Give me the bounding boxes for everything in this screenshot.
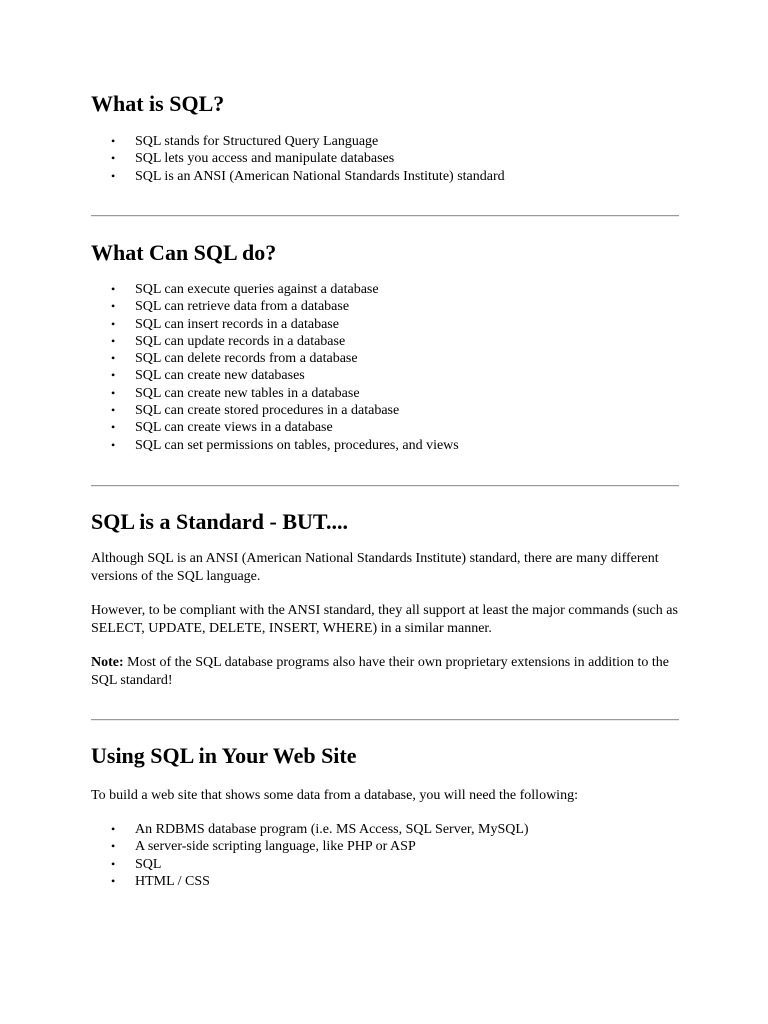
bullet-icon: • (111, 168, 116, 183)
bullet-icon: • (111, 316, 116, 331)
list-item: • SQL can delete records from a database (111, 351, 358, 367)
bullet-icon: • (111, 420, 116, 435)
list-item: • HTML / CSS (111, 873, 210, 889)
horizontal-divider (91, 485, 679, 487)
list-item: • SQL can create new databases (111, 368, 305, 384)
bullet-icon: • (111, 134, 116, 148)
bullet-icon: • (111, 282, 116, 296)
list-item: • SQL can create stored procedures in a database (111, 403, 400, 419)
list-item: • SQL is an ANSI (American National Standards Institute) standard (111, 168, 505, 184)
bullet-icon: • (111, 839, 116, 854)
list-item: • An RDBMS database program (i.e. MS Access, SQL Server, MySQL) (111, 822, 529, 837)
list-item: • SQL can create new tables in a database (111, 385, 360, 401)
list-item: • SQL (111, 856, 162, 872)
paragraph-ansi-compliance: However, to be compliant with the ANSI standard, they all support at least the major commands (such as SELECT, UPDATE, DELETE, INSERT, WHERE) in a similar manner. (91, 603, 678, 636)
list-item: • SQL can update records in a database (111, 333, 346, 349)
section-sql-standard (91, 509, 679, 690)
bullet-icon: • (111, 822, 116, 836)
bullet-icon: • (111, 385, 116, 400)
list-item: • SQL can set permissions on tables, procedures, and views (111, 437, 459, 453)
heading-what-is-sql: What is SQL? (91, 91, 225, 116)
list-item: • SQL can execute queries against a database (111, 282, 379, 297)
heading-sql-standard: SQL is a Standard - BUT.... (91, 509, 348, 534)
list-what-can-sql-do (91, 281, 679, 454)
list-item: • SQL stands for Structured Query Language (111, 134, 379, 149)
list-item: • SQL lets you access and manipulate databases (111, 151, 395, 167)
list-item: • SQL can retrieve data from a database (111, 299, 350, 315)
list-what-is-sql (91, 133, 679, 185)
bullet-icon: • (111, 351, 116, 366)
paragraph-intro: To build a web site that shows some data from a database, you will need the following: (91, 788, 578, 803)
horizontal-divider (91, 215, 679, 217)
paragraph-ansi-versions: Although SQL is an ANSI (American National Standards Institute) standard, there are many different versions of the SQL language. (91, 551, 659, 584)
list-item: • A server-side scripting language, like PHP or ASP (111, 839, 416, 855)
horizontal-divider (91, 719, 679, 721)
bullet-icon: • (111, 856, 116, 871)
bullet-icon: • (111, 437, 116, 452)
note-label: Note: (91, 655, 124, 670)
section-using-sql-web-site (91, 743, 679, 890)
heading-what-can-sql-do: What Can SQL do? (91, 240, 277, 265)
note-text: Most of the SQL database programs also have their own proprietary extensions in addition to the SQL standard! (91, 655, 670, 688)
bullet-icon: • (111, 403, 116, 418)
list-item: • SQL can insert records in a database (111, 316, 339, 332)
bullet-icon: • (111, 368, 116, 383)
list-web-site-requirements (91, 821, 679, 890)
bullet-icon: • (111, 873, 116, 888)
bullet-icon: • (111, 333, 116, 348)
bullet-icon: • (111, 299, 116, 314)
heading-using-sql-web-site: Using SQL in Your Web Site (91, 743, 357, 768)
list-item: • SQL can create views in a database (111, 420, 333, 436)
bullet-icon: • (111, 151, 116, 166)
paragraph-note (91, 654, 679, 690)
section-what-is-sql (91, 91, 679, 185)
section-what-can-sql-do (91, 240, 679, 454)
